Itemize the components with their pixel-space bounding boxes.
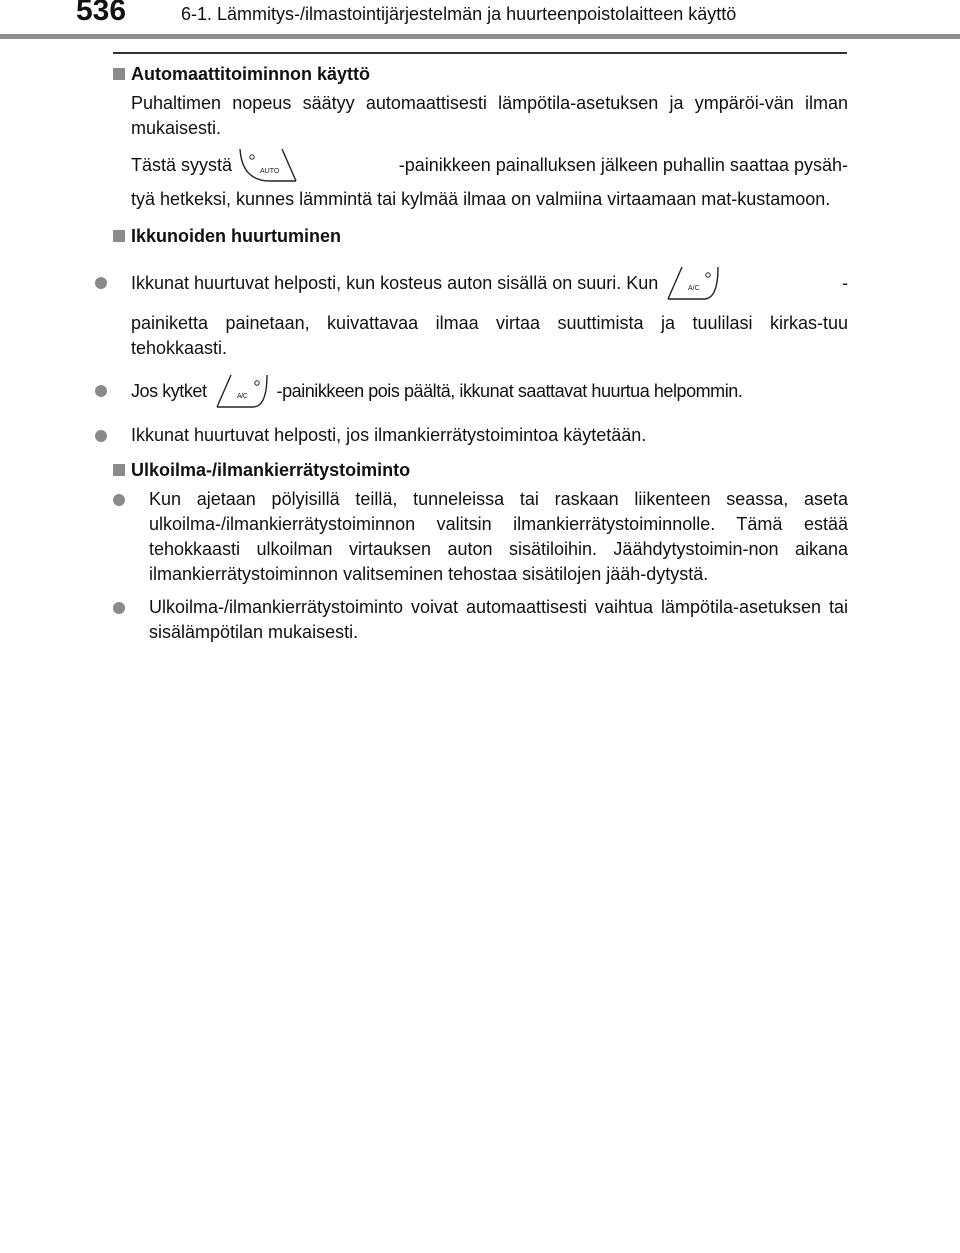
text-fragment: -painikkeen pois päältä, ikkunat saattavat huurtua helpommin. [276, 380, 743, 401]
ac-button-icon [213, 371, 271, 411]
header-bar [0, 34, 960, 39]
paragraph: tyä hetkeksi, kunnes lämmintä tai kylmää ilmaa on valmiina virtaamaan mat-kustamoon. [131, 189, 831, 209]
text-fragment: Tästä syystä [131, 154, 233, 175]
page-content [113, 62, 848, 645]
square-bullet-icon [113, 68, 125, 80]
heading-text: Ulkoilma-/ilmankierrätystoiminto [131, 460, 411, 480]
list-item [131, 487, 848, 587]
ac-button-icon [664, 263, 722, 303]
section-recirculation [113, 458, 848, 645]
square-bullet-icon [113, 230, 125, 242]
text-fragment: -painikkeen painalluksen jälkeen puhallin saattaa pysäh- [398, 154, 848, 175]
paragraph: Puhaltimen nopeus säätyy automaattisesti lämpötila-asetuksen ja ympäröi-vän ilman mukaisesti. [131, 93, 848, 138]
round-bullet-icon [95, 277, 107, 289]
section-heading [113, 62, 848, 87]
chapter-title: 6-1. Lämmitys-/ilmastointijärjestelmän ja huurteenpoistolaitteen käyttö [181, 4, 737, 24]
auto-icon-label: AUTO [260, 168, 280, 175]
heading-text: Ikkunoiden huurtuminen [131, 226, 341, 246]
icon-line [131, 145, 848, 185]
list-item [113, 369, 848, 413]
round-bullet-icon [113, 602, 125, 614]
section-rule [113, 52, 847, 54]
text-fragment: - [842, 272, 848, 293]
ac-icon-label: A/C [688, 285, 700, 292]
auto-button-icon [238, 145, 300, 185]
section-heading [113, 224, 848, 249]
list-item [113, 261, 848, 361]
round-bullet-icon [113, 494, 125, 506]
text-fragment: Ikkunat huurtuvat helposti, kun kosteus auton sisällä on suuri. Kun [131, 272, 659, 293]
round-bullet-icon [95, 385, 107, 397]
page-number: 536 [76, 0, 127, 27]
page-header [0, 0, 960, 40]
list-item [113, 423, 848, 448]
square-bullet-icon [113, 464, 125, 476]
section-heading [113, 458, 848, 483]
paragraph: Kun ajetaan pölyisillä teillä, tunneleissa tai raskaan liikenteen seassa, aseta ulkoilma-/ilmankierrätystoiminnon valitsin ilmankierrätystoiminnolle. Tämä estää tehokkaasti ulkoilman virtauksen auton sisätiloihin. Jäähdytystoimin-non aikana ilmankierrätystoiminnon valitseminen tehostaa sisätilojen jääh-dytystä. [149, 489, 848, 584]
text-fragment: Ikkunat huurtuvat helposti, jos ilmankierrätystoimintoa käytetään. [131, 425, 647, 445]
paragraph: Ulkoilma-/ilmankierrätystoiminto voivat automaattisesti vaihtua lämpötila-asetuksen tai sisälämpötilan mukaisesti. [149, 597, 848, 642]
icon-line [131, 369, 848, 413]
ac-icon-label: A/C [236, 393, 247, 400]
icon-line [131, 261, 848, 305]
text-fragment: Jos kytket [131, 380, 207, 401]
section-auto-mode [113, 62, 848, 212]
heading-text: Automaattitoiminnon käyttö [131, 64, 370, 84]
paragraph: painiketta painetaan, kuivattavaa ilmaa virtaa suuttimista ja tuulilasi kirkas-tuu tehokkaasti. [131, 313, 848, 358]
list-item [131, 595, 848, 645]
section-window-fogging [113, 224, 848, 448]
round-bullet-icon [95, 430, 107, 442]
